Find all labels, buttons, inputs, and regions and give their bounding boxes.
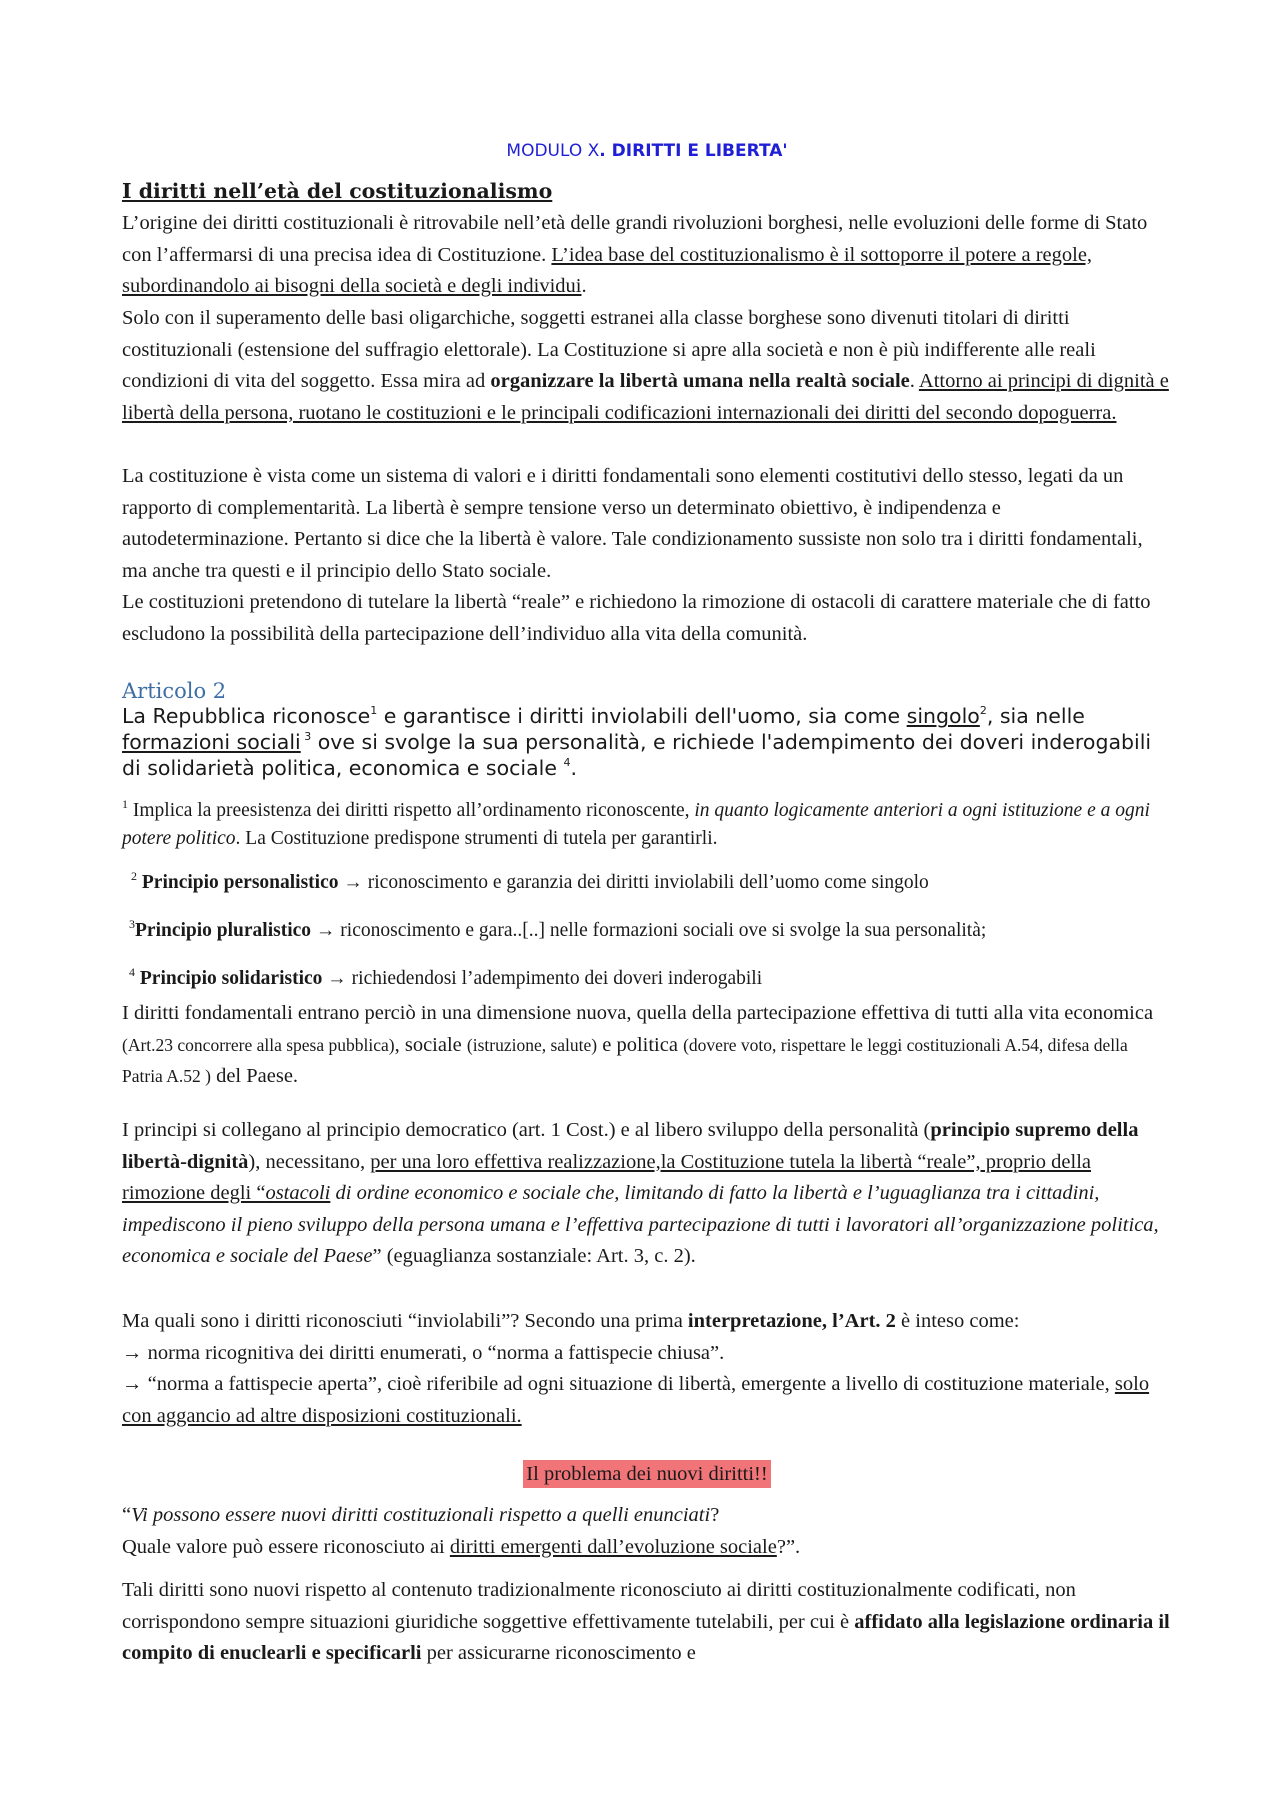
note-number: 1 <box>122 797 128 811</box>
underlined-text: Attorno ai principi di dignità e libertà della persona, ruotano le costituzioni e le principali codificazioni internazionali dei diritti del secondo dopoguerra. <box>122 370 1169 424</box>
small-text: (dovere voto, rispettare le leggi costituzionali A.54, difesa della Patria A.52 ) <box>122 1034 1128 1086</box>
text: Solo con il superamento delle basi oligarchiche, soggetti estranei alla classe borghese sono divenuti titolari di diritti costituzionali (estensione del suffragio elettorale). La Costituzione si apre alla società e non è più indifferente alle reali condizioni di vita del soggetto. Essa mira ad <box>122 307 1096 392</box>
text: → richiedendosi l’adempimento dei doveri inderogabili <box>322 968 763 989</box>
paragraph-new-rights <box>122 1575 1172 1670</box>
text: è inteso come: <box>895 1310 1020 1332</box>
paragraph-inviolable <box>122 1306 1172 1432</box>
text: Tali diritti sono nuovi rispetto al contenuto tradizionalmente riconosciuto ai diritti costituzionalmente codificati, non corrispondono sempre situazioni giuridiche soggettive effettivamente tutelabili, per cui è <box>122 1579 1076 1633</box>
underlined-text: singolo <box>906 704 980 728</box>
text: ” (eguaglianza sostanziale: Art. 3, c. 2). <box>372 1245 696 1267</box>
bold-text: organizzare la libertà umana nella realtà sociale <box>490 370 910 392</box>
article-heading: Articolo 2 <box>122 679 227 703</box>
underlined-text: per una loro effettiva realizzazione,la Costituzione tutela la libertà “reale”, proprio della rimozione degli “ <box>122 1150 1092 1204</box>
bold-text: principio supremo della libertà-dignità <box>122 1119 1139 1173</box>
paragraph-dimension <box>122 998 1172 1093</box>
text: del Paese. <box>210 1065 299 1087</box>
text: ove si svolge la sua personalità, e richiede l'adempimento dei doveri inderogabili di solidarietà politica, economica e sociale <box>122 730 1152 780</box>
text: . La Costituzione predispone strumenti di tutela per garantirli. <box>235 828 718 849</box>
underlined-text: solo con aggancio ad altre disposizioni costituzionali. <box>122 1373 1150 1427</box>
text: Implica la preesistenza dei diritti rispetto all’ordinamento riconoscente, <box>128 800 695 821</box>
italic-text: Vi possono essere nuovi diritti costituzionali rispetto a quelli enunciati <box>131 1504 711 1526</box>
bold-text: interpretazione, l’Art. 2 <box>687 1310 896 1332</box>
text: e garantisce i diritti inviolabili dell'uomo, sia come <box>377 704 907 728</box>
italic-text: di ordine economico e sociale che, limitando di fatto la libertà e l’uguaglianza tra i cittadini, impediscono il pieno sviluppo della persona umana e l’effettiva partecipazione di tutti i lavoratori all’organizzazione politica, economica e sociale del Paese <box>122 1182 1159 1267</box>
text: Ma quali sono i diritti riconosciuti “inviolabili”? Secondo una prima <box>122 1310 688 1332</box>
note-1 <box>122 797 1172 853</box>
text: e politica <box>597 1033 684 1056</box>
module-title-prefix: MODULO X <box>506 141 600 161</box>
small-text: (Art.23 concorrere alla spesa pubblica) <box>122 1034 395 1055</box>
highlight-heading: Il problema dei nuovi diritti!! <box>523 1460 770 1488</box>
footnote-ref: 3 <box>300 730 312 743</box>
text: Quale valore può essere riconosciuto ai <box>122 1535 450 1558</box>
text: I principi si collegano al principio democratico (art. 1 Cost.) e al libero sviluppo della personalità ( <box>122 1119 931 1141</box>
text: . <box>581 275 587 297</box>
footnote-ref: 2 <box>979 704 987 717</box>
text: , sia nelle <box>986 704 1085 728</box>
text: → riconoscimento e gara..[..] nelle formazioni sociali ove si svolge la sua personalità; <box>311 920 987 941</box>
text: ?”. <box>776 1535 801 1558</box>
underlined-text: formazioni sociali <box>122 730 301 754</box>
underlined-italic-text: ostacoli <box>265 1182 331 1204</box>
text: “ <box>122 1504 132 1526</box>
footnote-ref: 1 <box>370 704 378 717</box>
note-3 <box>129 917 1179 945</box>
note-4 <box>129 965 1179 993</box>
paragraph-values: La costituzione è vista come un sistema di valori e i diritti fondamentali sono elementi costitutivi dello stesso, legati da un rapporto di complementarità. La libertà è sempre tensione verso un determinato obiettivo, è indipendenza e autodeterminazione. Pertanto si dice che la libertà è valore. Tale condizionamento sussiste non solo tra i diritti fondamentali, ma anche tra questi e il principio dello Stato sociale. <box>122 465 1143 582</box>
highlight-heading-wrapper <box>122 1459 1172 1491</box>
underlined-text: diritti emergenti dall’evoluzione sociale <box>449 1535 777 1558</box>
bold-text: affidato alla legislazione ordinaria il compito di enuclearli e specificarli <box>122 1610 1170 1664</box>
text: per assicurarne riconoscimento e <box>421 1642 696 1664</box>
paragraph-principles <box>122 1115 1172 1273</box>
paragraph-question <box>122 1500 1172 1563</box>
list-item: → “norma a fattispecie aperta”, cioè riferibile ad ogni situazione di libertà, emergente a livello di costituzione materiale, <box>122 1373 1115 1395</box>
note-number: 4 <box>129 965 135 979</box>
bold-text: Principio solidaristico <box>139 968 323 989</box>
paragraph-real-freedom: Le costituzioni pretendono di tutelare la libertà “reale” e richiedono la rimozione di ostacoli di carattere materiale che di fatto escludono la possibilità della partecipazione dell’individuo alla vita della comunità. <box>122 591 1151 645</box>
text: La Repubblica riconosce <box>122 704 371 728</box>
bold-text: Principio personalistico <box>141 872 339 893</box>
underlined-text: L’idea base del costituzionalismo è il sottoporre il potere a regole, subordinandolo ai bisogni della società e degli individui <box>122 243 1093 297</box>
note-number: 2 <box>131 869 137 883</box>
paragraph-origin <box>122 208 1172 303</box>
text: . <box>570 756 578 780</box>
paragraph-oligarchy <box>122 303 1172 429</box>
list-item: → norma ricognitiva dei diritti enumerati, o “norma a fattispecie chiusa”. <box>122 1341 725 1364</box>
text: . <box>909 370 919 392</box>
module-title <box>122 136 1172 168</box>
text: ), necessitano, <box>248 1150 371 1173</box>
article-text <box>122 703 1172 781</box>
text: ? <box>710 1504 720 1526</box>
module-title-bold: . DIRITTI E LIBERTA' <box>599 141 788 161</box>
text: → riconoscimento e garanzia dei diritti inviolabili dell’uomo come singolo <box>338 872 929 893</box>
italic-text: in quanto logicamente anteriori a ogni istituzione e a ogni potere politico <box>122 800 1150 849</box>
text: I diritti fondamentali entrano perciò in una dimensione nuova, quella della partecipazione effettiva di tutti alla vita economica <box>122 1002 1154 1024</box>
small-text: (istruzione, salute) <box>466 1034 598 1055</box>
text: , sociale <box>394 1033 467 1056</box>
section-heading: I diritti nell’età del costituzionalismo <box>122 179 553 203</box>
note-2 <box>131 869 1181 897</box>
text: L’origine dei diritti costituzionali è ritrovabile nell’età delle grandi rivoluzioni borghesi, nelle evoluzioni delle forme di Stato con l’affermarsi di una precisa idea di Costituzione. <box>122 212 1148 266</box>
note-number: 3 <box>129 917 135 931</box>
footnote-ref: 4 <box>563 756 571 769</box>
bold-text: Principio pluralistico <box>135 920 312 941</box>
